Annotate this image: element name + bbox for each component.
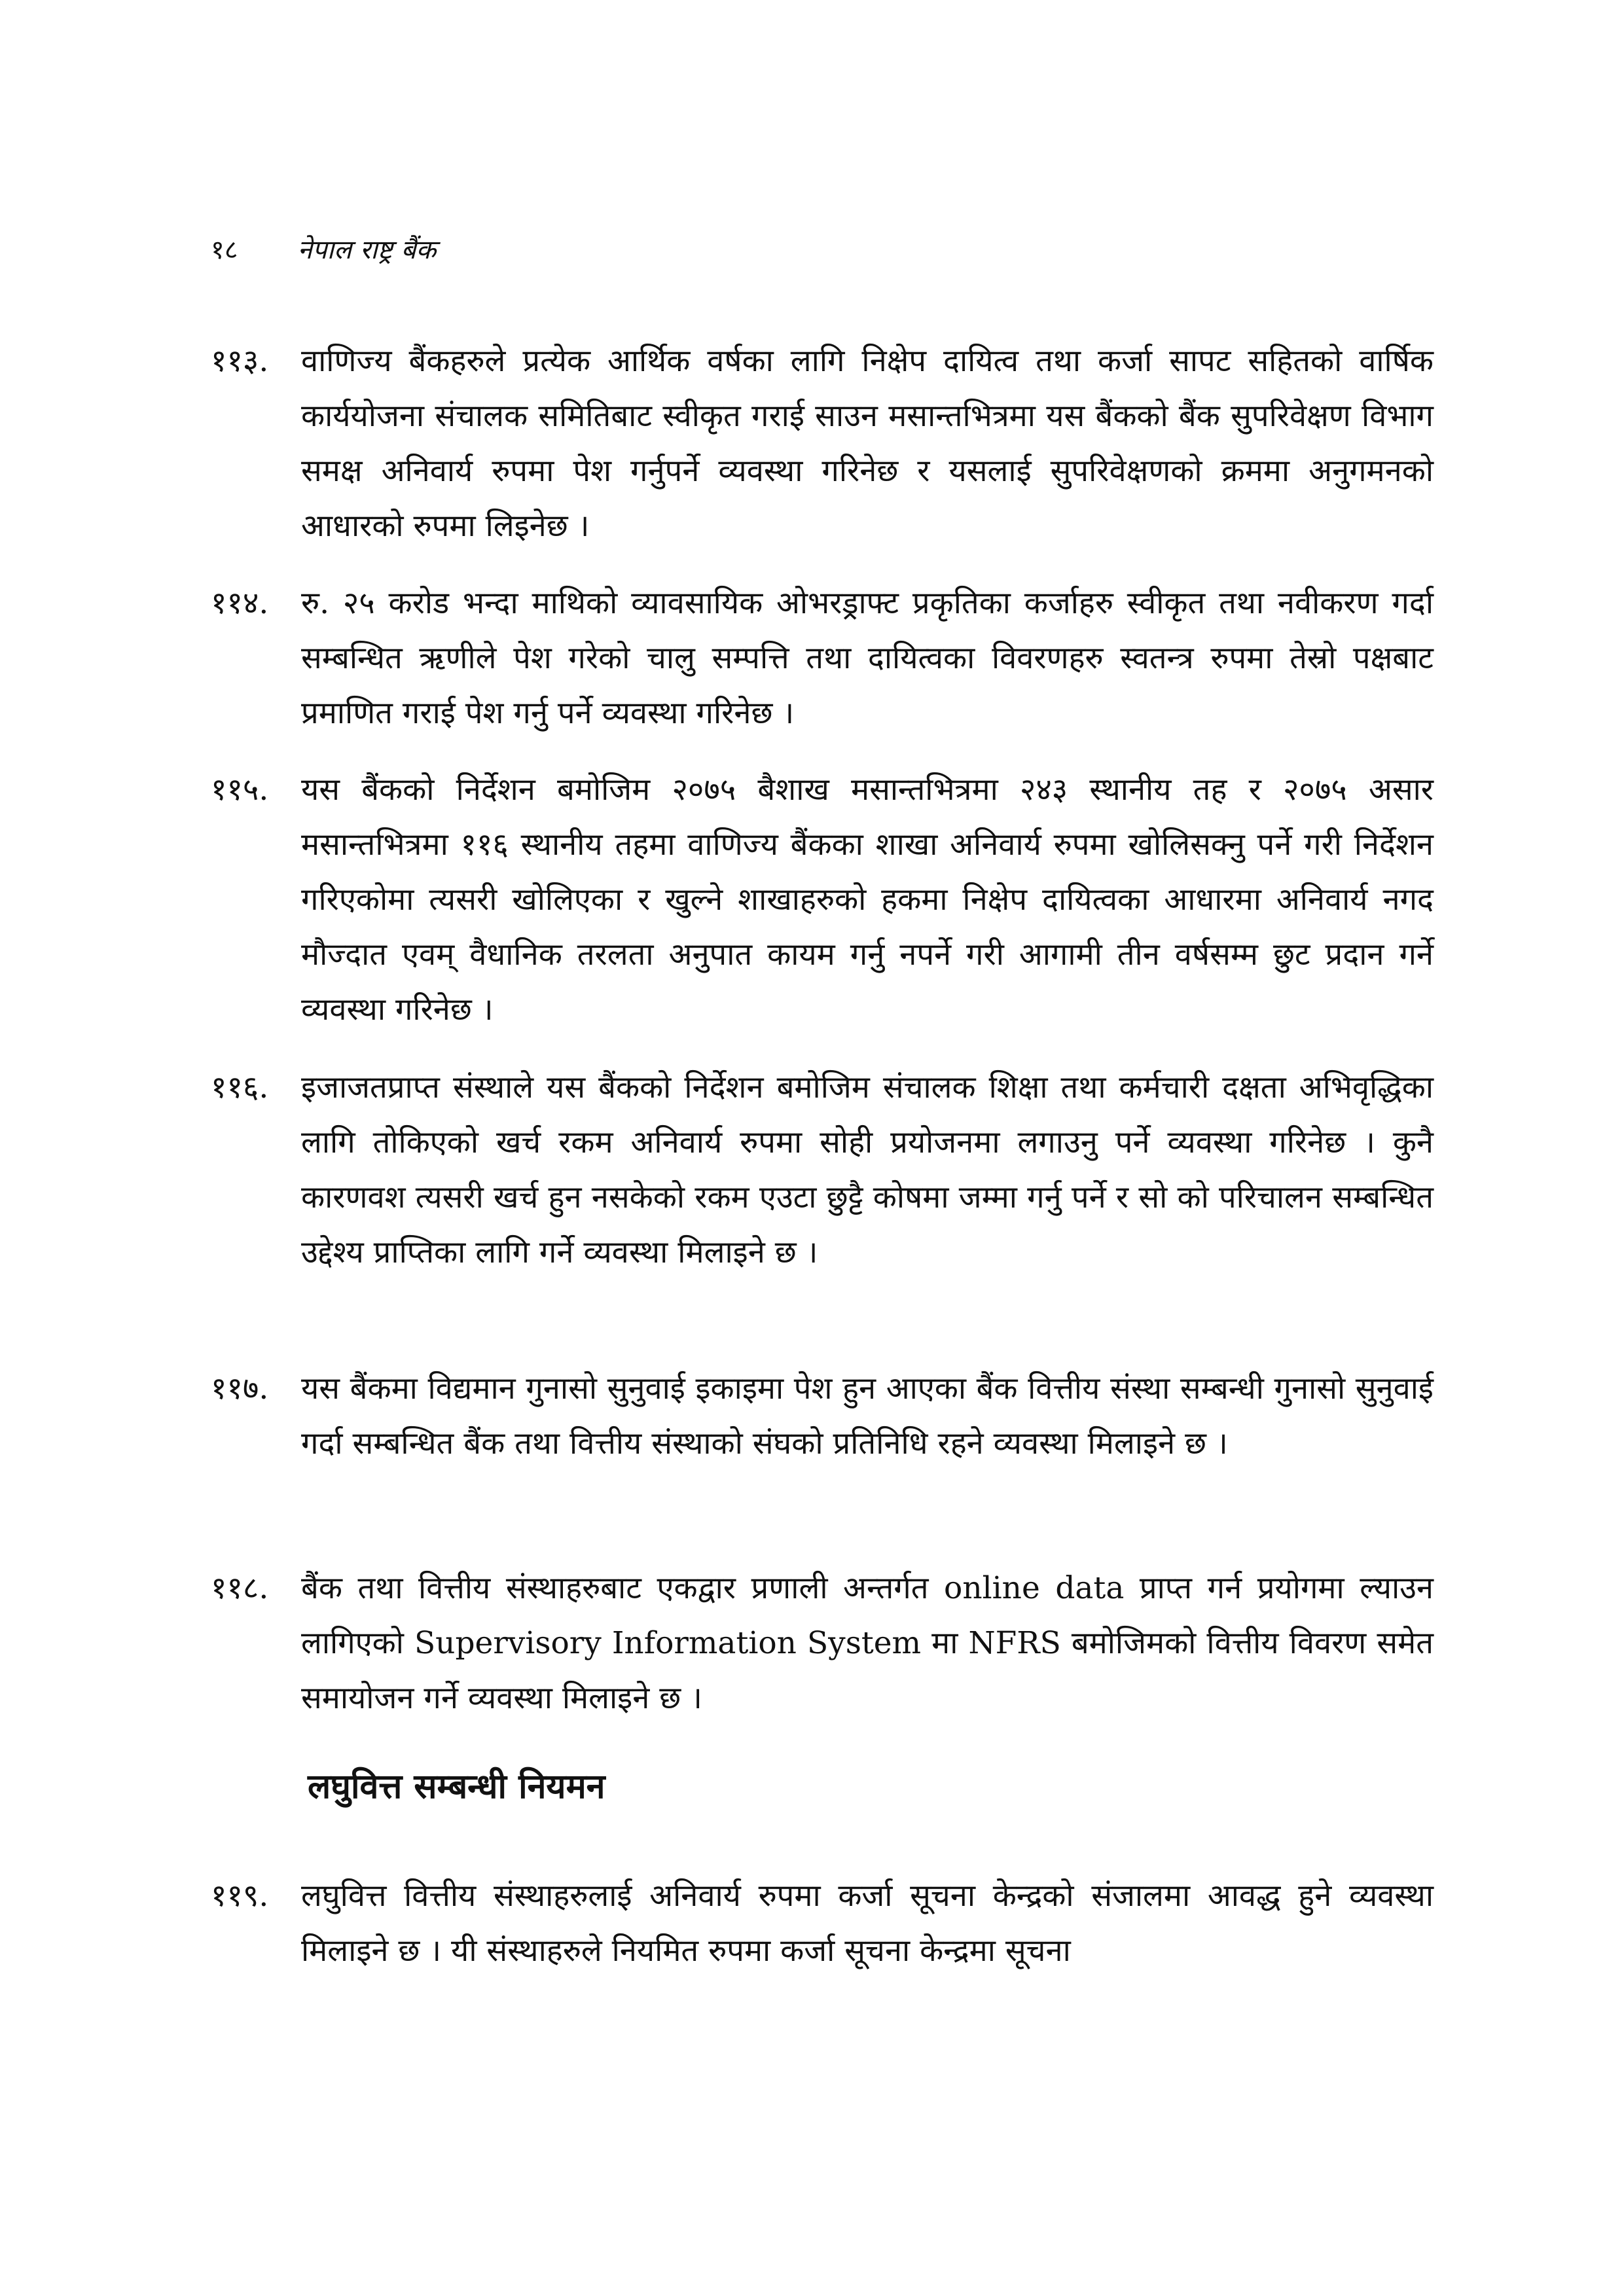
paragraph-text: लघुवित्त वित्तीय संस्थाहरुलाई अनिवार्य रुपमा कर्जा सूचना केन्द्रको संजालमा आवद्ध हुने व्यवस्था मिलाइने छ । यी संस्थाहरुले नियमित रुपमा कर्जा सूचना केन्द्रमा सूचना [301, 1878, 1434, 1969]
section-heading: लघुवित्त सम्बन्धी नियमन [308, 1767, 605, 1806]
paragraph-number: ११७. [211, 1371, 269, 1407]
paragraph-text: यस बैंकमा विद्यमान गुनासो सुनुवाई इकाइमा पेश हुन आएका बैंक वित्तीय संस्था सम्बन्धी गुनासो सुनुवाई गर्दा सम्बन्धित बैंक तथा वित्तीय संस्थाको संघको प्रतिनिधि रहने व्यवस्था मिलाइने छ । [301, 1371, 1434, 1462]
paragraph-114 [211, 576, 1434, 741]
paragraph-number: ११५. [211, 772, 269, 808]
paragraph-text: रु. २५ करोड भन्दा माथिको व्यावसायिक ओभरड्राफ्ट प्रकृतिका कर्जाहरु स्वीकृत तथा नवीकरण गर्दा सम्बन्धित ऋणीले पेश गरेको चालु सम्पत्ति तथा दायित्वका विवरणहरु स्वतन्त्र रुपमा तेस्रो पक्षबाट प्रमाणित गराई पेश गर्नु पर्ने व्यवस्था गरिनेछ । [301, 585, 1434, 731]
paragraph-text: बैंक तथा वित्तीय संस्थाहरुबाट एकद्वार प्रणाली अन्तर्गत online data प्राप्त गर्न प्रयोगमा ल्याउन लागिएको Supervisory Information System मा NFRS बमोजिमको वित्तीय विवरण समेत समायोजन गर्ने व्यवस्था मिलाइने छ । [301, 1570, 1434, 1716]
paragraph-text: वाणिज्य बैंकहरुले प्रत्येक आर्थिक वर्षका लागि निक्षेप दायित्व तथा कर्जा सापट सहितको वार्षिक कार्ययोजना संचालक समितिबाट स्वीकृत गराई साउन मसान्तभित्रमा यस बैंकको बैंक सुपरिवेक्षण विभाग समक्ष अनिवार्य रुपमा पेश गर्नुपर्ने व्यवस्था गरिनेछ र यसलाई सुपरिवेक्षणको क्रममा अनुगमनको आधारको रुपमा लिइनेछ । [301, 343, 1434, 544]
paragraph-119 [211, 1869, 1434, 1979]
paragraph-116 [211, 1060, 1434, 1280]
paragraph-text: यस बैंकको निर्देशन बमोजिम २०७५ बैशाख मसान्तभित्रमा २४३ स्थानीय तह र २०७५ असार मसान्तभित्रमा ११६ स्थानीय तहमा वाणिज्य बैंकका शाखा अनिवार्य रुपमा खोलिसक्नु पर्ने गरी निर्देशन गरिएकोमा त्यसरी खोलिएका र खुल्ने शाखाहरुको हकमा निक्षेप दायित्वका आधारमा अनिवार्य नगद मौज्दात एवम् वैधानिक तरलता अनुपात कायम गर्नु नपर्ने गरी आगामी तीन वर्षसम्म छुट प्रदान गर्ने व्यवस्था गरिनेछ । [301, 772, 1434, 1028]
paragraph-number: ११४. [211, 585, 269, 621]
paragraph-number: ११८. [211, 1570, 269, 1606]
paragraph-number: ११९. [211, 1878, 269, 1914]
paragraph-number: ११३. [211, 343, 269, 379]
publisher-name: नेपाल राष्ट्र बैंक [297, 235, 437, 265]
page-number: १८ [211, 235, 238, 265]
paragraph-text: इजाजतप्राप्त संस्थाले यस बैंकको निर्देशन बमोजिम संचालक शिक्षा तथा कर्मचारी दक्षता अभिवृद्धिका लागि तोकिएको खर्च रकम अनिवार्य रुपमा सोही प्रयोजनमा लगाउनु पर्ने व्यवस्था गरिनेछ । कुनै कारणवश त्यसरी खर्च हुन नसकेको रकम एउटा छुट्टै कोषमा जम्मा गर्नु पर्ने र सो को परिचालन सम्बन्धित उद्देश्य प्राप्तिका लागि गर्ने व्यवस्था मिलाइने छ । [301, 1069, 1434, 1270]
paragraph-117 [211, 1361, 1434, 1471]
paragraph-118 [211, 1561, 1434, 1726]
running-header [211, 230, 436, 270]
paragraph-115 [211, 762, 1434, 1037]
paragraph-113 [211, 334, 1434, 554]
paragraph-number: ११६. [211, 1069, 269, 1105]
